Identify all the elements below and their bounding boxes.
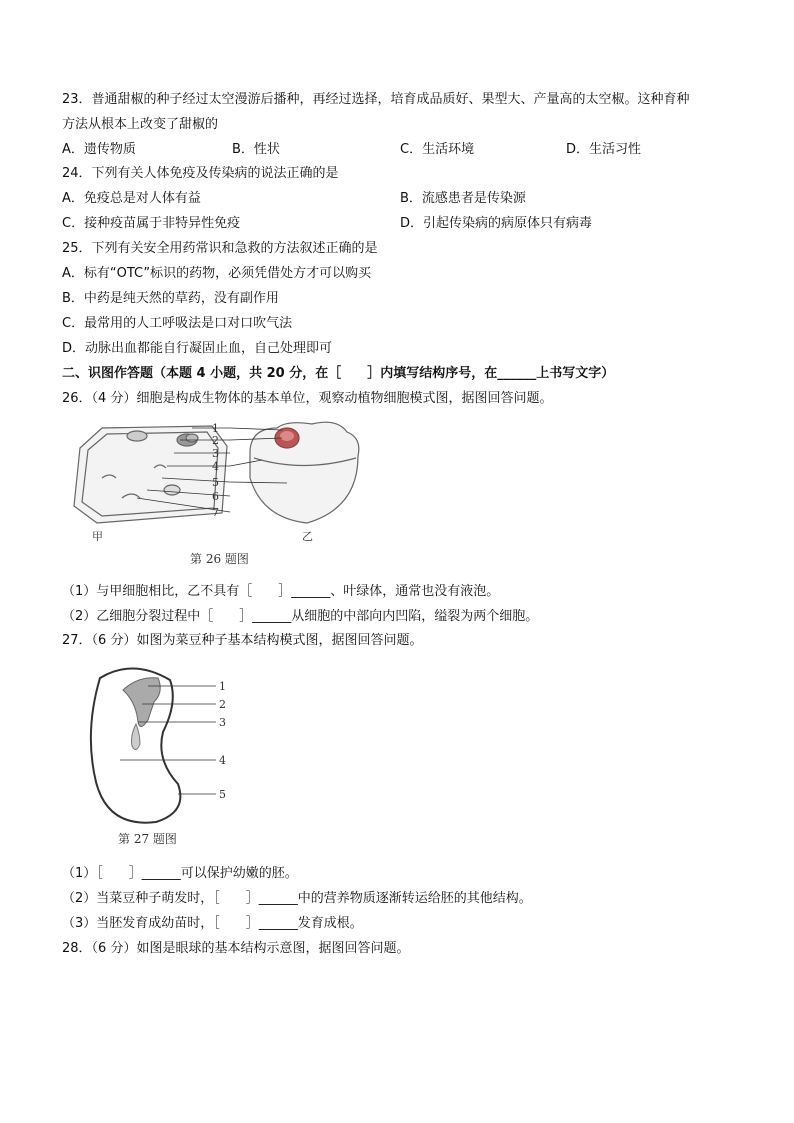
q27-sub2: （2）当菜豆种子萌发时，［ ］______中的营养物质逐渐转运给胚的其他结构。 [62, 891, 532, 906]
cell-label-2: 2 [212, 434, 219, 447]
q27-sub3: （3）当胚发育成幼苗时，［ ］______发育成根。 [62, 916, 363, 931]
q26-figure-caption: 第 26 题图 [190, 552, 249, 566]
q26-sub1: （1）与甲细胞相比，乙不具有［ ］______、叶绿体，通常也没有液泡。 [62, 584, 500, 599]
q27-stem: 27．（6 分）如图为菜豆种子基本结构模式图，据图回答问题。 [62, 633, 423, 648]
q24-option-b: B．流感患者是传染源 [400, 191, 526, 206]
cell-label-4: 4 [212, 460, 219, 473]
seed-label-1: 1 [219, 680, 226, 693]
q23-option-b: B．性状 [232, 142, 280, 157]
q27-sub1: （1）［ ］______可以保护幼嫩的胚。 [62, 866, 298, 881]
q26-figure [62, 418, 382, 548]
seed-label-3: 3 [219, 716, 226, 729]
seed-label-4: 4 [219, 754, 226, 767]
q24-option-c: C．接种疫苗属于非特异性免疫 [62, 216, 241, 231]
q28-stem: 28．（6 分）如图是眼球的基本结构示意图，据图回答问题。 [62, 941, 410, 956]
cell-label-3: 3 [212, 447, 219, 460]
seed-label-2: 2 [219, 698, 226, 711]
cell-label-7: 7 [212, 506, 219, 519]
q24-stem: 24．下列有关人体免疫及传染病的说法正确的是 [62, 166, 339, 181]
q27-figure-caption: 第 27 题图 [118, 832, 177, 846]
cell-label-5: 5 [212, 476, 219, 489]
cell-label-yi: 乙 [302, 530, 313, 543]
cell-diagram [62, 418, 382, 548]
q26-stem: 26．（4 分）细胞是构成生物体的基本单位，观察动植物细胞模式图，据图回答问题。 [62, 391, 553, 406]
q23-stem-line1: 23．普通甜椒的种子经过太空漫游后播种，再经过选择，培育成品质好、果型大、产量高的太空椒。这种育种 [62, 92, 690, 107]
cell-label-1: 1 [212, 422, 219, 435]
q24-option-d: D．引起传染病的病原体只有病毒 [400, 216, 593, 231]
q23-option-a: A．遗传物质 [62, 142, 136, 157]
q25-stem: 25．下列有关安全用药常识和急救的方法叙述正确的是 [62, 241, 378, 256]
q23-option-d: D．生活习性 [566, 142, 642, 157]
animal-cell-yi [250, 422, 359, 523]
section2-heading: 二、识图作答题（本题 4 小题，共 20 分，在［ ］内填写结构序号，在______上书写文字） [62, 366, 615, 381]
q25-option-b: B．中药是纯天然的草药，没有副作用 [62, 291, 279, 306]
q27-figure [78, 662, 248, 828]
bean-seed-diagram [78, 662, 248, 828]
cell-label-6: 6 [212, 490, 219, 503]
q26-sub2: （2）乙细胞分裂过程中［ ］______从细胞的中部向内凹陷，缢裂为两个细胞。 [62, 609, 539, 624]
seed-label-5: 5 [219, 788, 226, 801]
q25-option-a: A．标有“OTC”标识的药物，必须凭借处方才可以购买 [62, 266, 372, 281]
q25-option-d: D．动脉出血都能自行凝固止血，自己处理即可 [62, 341, 333, 356]
q23-option-c: C．生活环境 [400, 142, 475, 157]
q24-option-a: A．免疫总是对人体有益 [62, 191, 201, 206]
q23-stem-line2: 方法从根本上改变了甜椒的 [62, 117, 219, 132]
q25-option-c: C．最常用的人工呼吸法是口对口吹气法 [62, 316, 293, 331]
cell-label-jia: 甲 [92, 530, 103, 543]
